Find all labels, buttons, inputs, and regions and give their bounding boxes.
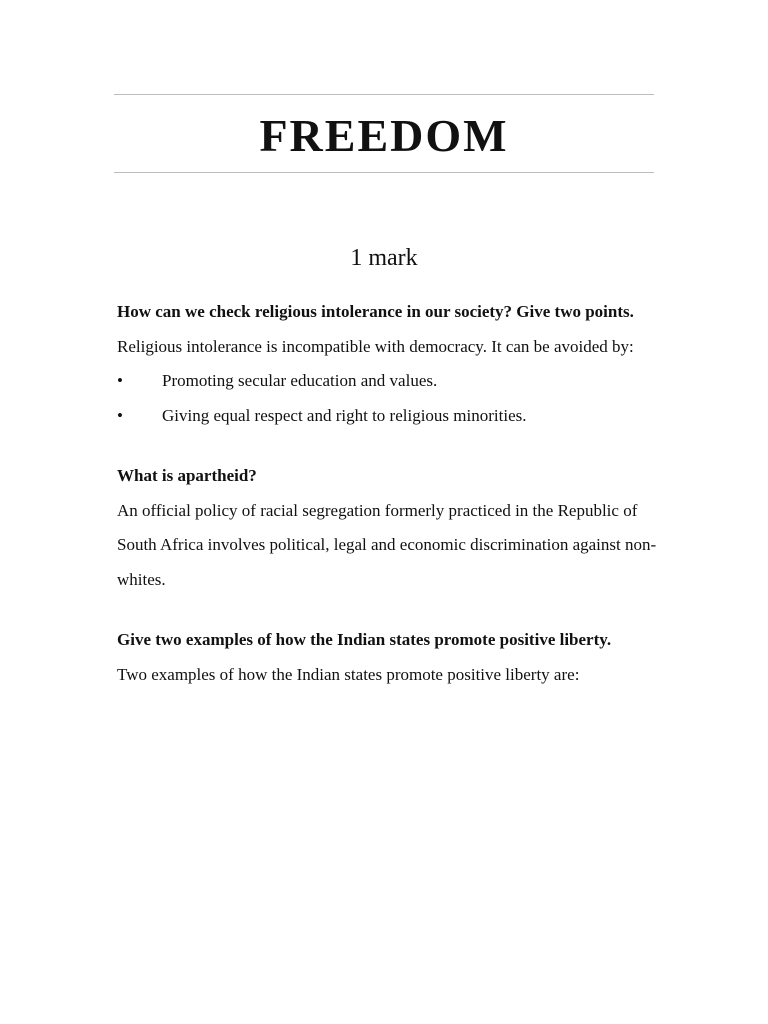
list-item (117, 364, 657, 399)
question-3: Give two examples of how the Indian states promote positive liberty. (117, 630, 612, 649)
list-item-text: Giving equal respect and right to religious minorities. (162, 405, 527, 425)
question-2: What is apartheid? (117, 466, 257, 485)
answer-3: Two examples of how the Indian states promote positive liberty are: (117, 664, 580, 684)
paragraph-spacer (117, 433, 657, 459)
document-body (117, 295, 657, 692)
list-item (117, 399, 657, 434)
bullet-icon: • (117, 405, 123, 425)
title-top-rule (114, 94, 654, 95)
answer-1-bullet-list (117, 364, 657, 433)
document-title: FREEDOM (259, 110, 509, 161)
answer-2: An official policy of racial segregation formerly practiced in the Republic of South Africa involves political, legal and economic discrimination against non-whites. (117, 500, 657, 589)
bullet-icon: • (117, 371, 123, 390)
section-heading: 1 mark (350, 245, 418, 271)
question-1: How can we check religious intolerance in our society? Give two points. (117, 302, 634, 321)
title-bottom-rule (114, 172, 654, 173)
answer-1: Religious intolerance is incompatible with democracy. It can be avoided by: (117, 336, 634, 356)
paragraph-spacer (117, 597, 657, 623)
list-item-text: Promoting secular education and values. (162, 371, 438, 390)
